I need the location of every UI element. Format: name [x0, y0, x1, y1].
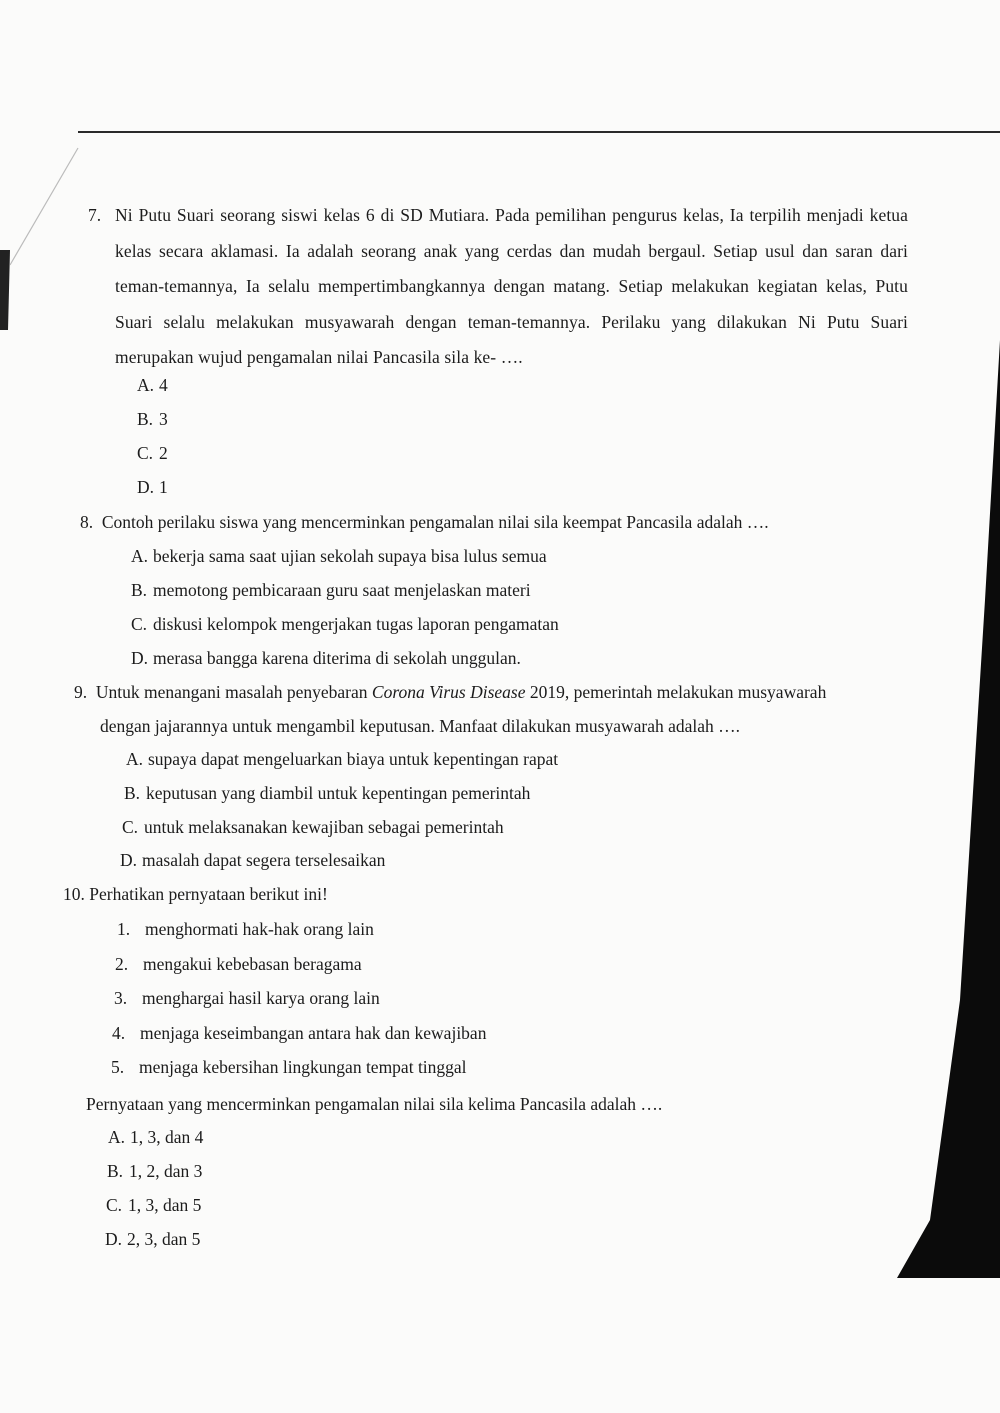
q9-option-a: A. supaya dapat mengeluarkan biaya untuk kepentingan rapat — [126, 749, 559, 769]
statement-5: 5. menjaga kebersihan lingkungan tempat tinggal — [111, 1057, 467, 1077]
q10-option-d: D. 2, 3, dan 5 — [105, 1229, 201, 1249]
question-10-prompt: Pernyataan yang mencerminkan pengamalan nilai sila kelima Pancasila adalah …. — [86, 1094, 663, 1114]
q10-option-c: C. 1, 3, dan 5 — [106, 1195, 202, 1215]
q7-option-a: A. 4 — [137, 375, 168, 395]
question-7 — [88, 198, 908, 376]
q8-option-a: A. bekerja sama saat ujian sekolah supaya bisa lulus semua — [131, 546, 547, 566]
q7-option-d: D. 1 — [137, 477, 168, 497]
q9-option-c: C. untuk melaksanakan kewajiban sebagai pemerintah — [122, 817, 504, 837]
q10-option-b: B. 1, 2, dan 3 — [107, 1161, 203, 1181]
question-8 — [80, 512, 769, 533]
q8-option-d: D. merasa bangga karena diterima di sekolah unggulan. — [131, 648, 521, 668]
question-text: Contoh perilaku siswa yang mencerminkan pengamalan nilai sila keempat Pancasila adalah …. — [101, 512, 769, 532]
question-9: 9. Untuk menangani masalah penyebaran Corona Virus Disease 2019, pemerintah melakukan musyawarah — [74, 682, 827, 702]
q9-option-b: B. keputusan yang diambil untuk kepentingan pemerintah — [124, 783, 531, 803]
question-10 — [63, 884, 328, 905]
q7-option-c: C. 2 — [137, 443, 168, 463]
question-number: 7. — [88, 205, 102, 225]
q9-option-d: D. masalah dapat segera terselesaikan — [120, 850, 386, 870]
question-number: 8. — [80, 512, 94, 532]
q7-option-b: B. 3 — [137, 409, 168, 429]
italic-term: Corona Virus Disease — [371, 682, 526, 702]
question-number: 9. — [74, 682, 88, 702]
q8-option-c: C. diskusi kelompok mengerjakan tugas laporan pengamatan — [131, 614, 559, 634]
question-9-continued: dengan jajarannya untuk mengambil keputusan. Manfaat dilakukan musyawarah adalah …. — [100, 716, 740, 736]
question-number: 10. — [63, 884, 85, 904]
statement-2: 2. mengakui kebebasan beragama — [115, 954, 362, 974]
q10-option-a: A. 1, 3, dan 4 — [108, 1127, 204, 1147]
question-text: Perhatikan pernyataan berikut ini! — [89, 884, 328, 904]
question-text: Ni Putu Suari seorang siswi kelas 6 di SD Mutiara. Pada pemilihan pengurus kelas, Ia terpilih menjadi ketua kelas secara aklamasi. Ia adalah seorang anak yang cerdas dan mudah bergaul. Setiap usul dan saran dari teman-temannya, Ia selalu mempertimbangkannya dengan matang. Setiap melakukan kegiatan kelas, Putu Suari selalu melakukan musyawarah dengan teman-temannya. Perilaku yang dilakukan Ni Putu Suari merupakan wujud pengamalan nilai Pancasila sila ke- …. — [115, 205, 908, 367]
statement-4: 4. menjaga keseimbangan antara hak dan kewajiban — [112, 1023, 487, 1043]
q8-option-b: B. memotong pembicaraan guru saat menjelaskan materi — [131, 580, 531, 600]
statement-1: 1. menghormati hak-hak orang lain — [117, 919, 374, 939]
statement-3: 3. menghargai hasil karya orang lain — [114, 988, 380, 1008]
header-rule — [78, 131, 1000, 133]
